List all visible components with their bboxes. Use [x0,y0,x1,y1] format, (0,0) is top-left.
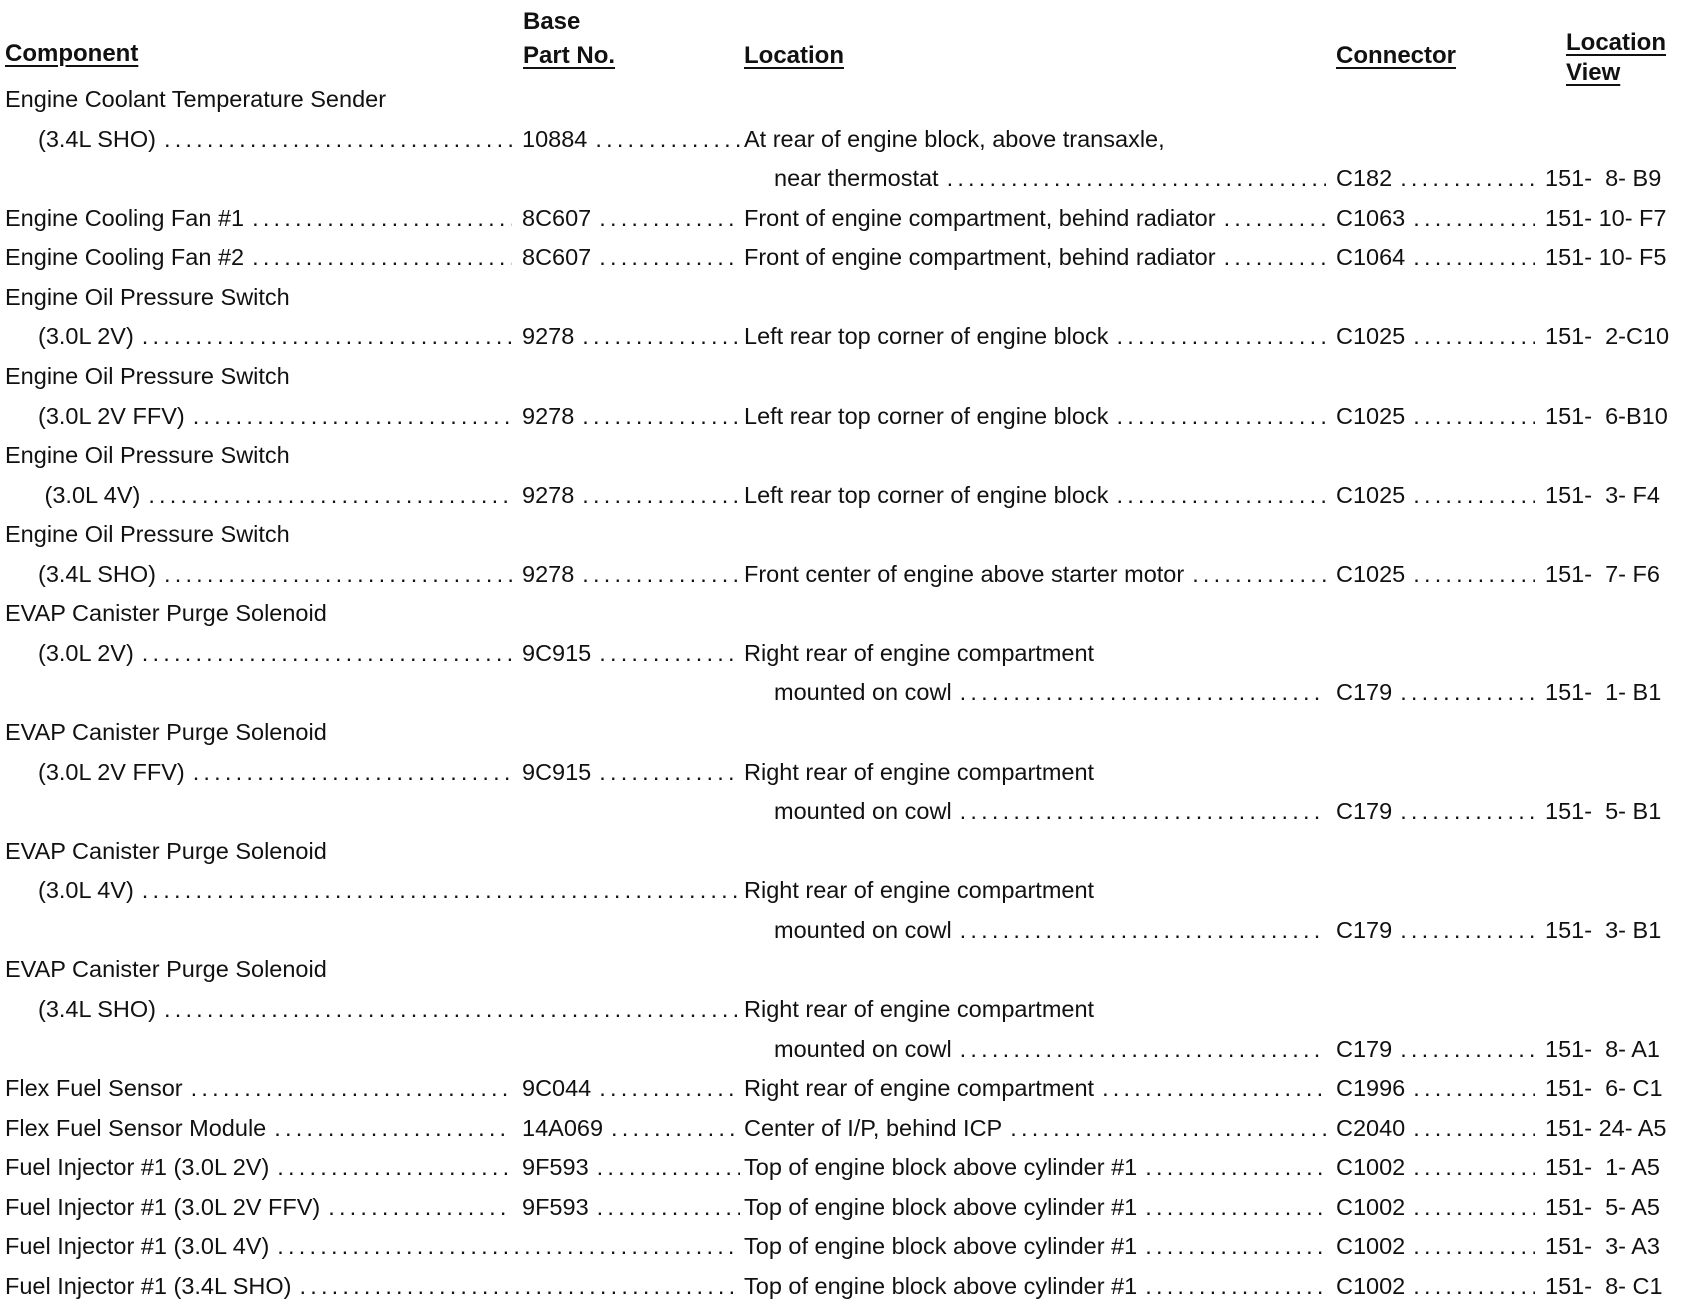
component-name: Engine Oil Pressure Switch [5,362,290,389]
connector-id: C1996 [1336,1075,1406,1102]
dot-leader [185,753,512,793]
header-component: Component [5,40,139,67]
dot-leader [952,911,1326,951]
dot-leader [1216,238,1326,278]
table-row [0,1267,1700,1307]
location-text: mounted on cowl [774,798,952,825]
part-number: 9278 [522,560,575,587]
dot-leader [1137,1188,1326,1228]
component-name-cell [5,278,290,318]
dot-leader [134,634,512,674]
connector-id: C179 [1336,916,1393,943]
location-text-cell [744,753,1094,793]
location-view: 151- 7- F6 [1545,560,1660,587]
table-row [0,673,1700,713]
dot-leader [587,120,740,160]
component-variant-cell [38,871,740,911]
table-row [0,1030,1700,1070]
dot-leader [156,555,512,595]
table-row [0,990,1700,1030]
part-number-cell [522,555,740,595]
header-location-view-line2: View [1566,59,1621,86]
table-row [0,634,1700,674]
component-variant-cell [38,397,512,437]
component-variant-cell [38,753,512,793]
location-text-cell [744,317,1326,357]
dot-leader [589,1188,740,1228]
location-text: near thermostat [774,165,939,192]
dot-leader [952,792,1326,832]
location-view-cell [1545,1188,1660,1228]
location-view: 151- 8- A1 [1545,1035,1660,1062]
location-view-cell [1545,792,1661,832]
dot-leader [574,317,740,357]
location-text: At rear of engine block, above transaxle, [744,125,1165,152]
dot-leader [269,1227,740,1267]
location-text-cell [744,476,1326,516]
dot-leader [1405,555,1535,595]
component-name: Flex Fuel Sensor [5,1075,183,1102]
location-view: 151- 8- C1 [1545,1272,1663,1299]
part-number: 8C607 [522,244,592,271]
dot-leader [244,238,512,278]
part-number-cell [522,1069,740,1109]
location-text: Front center of engine above starter motor [744,560,1185,587]
location-text: Front of engine compartment, behind radiator [744,244,1216,271]
location-view-cell [1545,555,1660,595]
location-view-cell [1545,476,1660,516]
part-number: 14A069 [522,1114,604,1141]
connector-id-cell [1336,1109,1535,1149]
table-row [0,594,1700,634]
location-text: Top of engine block above cylinder #1 [744,1154,1138,1181]
location-view-cell [1545,1030,1660,1070]
table-row [0,397,1700,437]
dot-leader [185,397,512,437]
part-number-cell [522,634,740,674]
location-text-cell [774,673,1326,713]
location-view: 151- 8- B9 [1545,165,1662,192]
connector-id: C1025 [1336,560,1406,587]
dot-leader [1405,397,1535,437]
dot-leader [1392,159,1535,199]
component-variant: (3.0L 2V FFV) [38,758,185,785]
table-row [0,1188,1700,1228]
connector-id-cell [1336,555,1535,595]
component-name: Flex Fuel Sensor Module [5,1114,267,1141]
connector-id: C179 [1336,1035,1393,1062]
part-number: 9278 [522,402,575,429]
table-row [0,1227,1700,1267]
part-number: 9278 [522,323,575,350]
table-row [0,713,1700,753]
part-number-cell [522,120,740,160]
component-variant: (3.4L SHO) [38,995,156,1022]
table-row [0,1109,1700,1149]
dot-leader [1137,1227,1326,1267]
dot-leader [1405,1267,1535,1307]
location-text-cell [744,1188,1326,1228]
location-view-cell [1545,159,1661,199]
dot-leader [591,634,740,674]
location-text: Left rear top corner of engine block [744,481,1109,508]
component-variant: (3.4L SHO) [38,560,156,587]
connector-id-cell [1336,911,1535,951]
location-view-cell [1545,1148,1660,1188]
dot-leader [1392,792,1535,832]
component-variant: (3.0L 2V) [38,323,134,350]
location-text-cell [744,199,1326,239]
table-row [0,871,1700,911]
table-row [0,317,1700,357]
location-text: Top of engine block above cylinder #1 [744,1272,1138,1299]
dot-leader [591,199,740,239]
connector-id: C179 [1336,679,1393,706]
location-view: 151- 2-C10 [1545,323,1670,350]
location-text: mounted on cowl [774,679,952,706]
component-name: Engine Oil Pressure Switch [5,521,290,548]
table-row [0,1148,1700,1188]
component-variant: (3.0L 4V) [38,481,141,508]
connector-id-cell [1336,1030,1535,1070]
component-name-cell [5,594,327,634]
location-view-cell [1545,199,1666,239]
dot-leader [1405,1188,1535,1228]
connector-id-cell [1336,476,1535,516]
component-variant: (3.4L SHO) [38,125,156,152]
component-variant: (3.0L 4V) [38,877,134,904]
table-row [0,476,1700,516]
dot-leader [266,1109,512,1149]
dot-leader [156,120,512,160]
dot-leader [1216,199,1326,239]
dot-leader [1405,1069,1535,1109]
dot-leader [591,753,740,793]
dot-leader [1094,1069,1326,1109]
component-name: EVAP Canister Purge Solenoid [5,600,327,627]
location-view: 151- 1- A5 [1545,1154,1660,1181]
location-text-cell [744,1267,1326,1307]
location-view: 151- 6-B10 [1545,402,1668,429]
component-name-cell [5,832,327,872]
part-number-cell [522,397,740,437]
dot-leader [574,397,740,437]
dot-leader [1392,1030,1535,1070]
dot-leader [1405,317,1535,357]
dot-leader [574,476,740,516]
location-text: mounted on cowl [774,1035,952,1062]
location-view-cell [1545,1109,1667,1149]
location-text: mounted on cowl [774,916,952,943]
dot-leader [1184,555,1326,595]
location-text: Front of engine compartment, behind radiator [744,204,1216,231]
location-view: 151- 6- C1 [1545,1075,1663,1102]
table-row [0,278,1700,318]
connector-id: C1063 [1336,204,1406,231]
location-text: Right rear of engine compartment [744,758,1095,785]
table-row [0,792,1700,832]
location-text-cell [744,1069,1326,1109]
location-view: 151- 5- A5 [1545,1193,1660,1220]
location-text-cell [744,1148,1326,1188]
dot-leader [591,1069,740,1109]
dot-leader [952,673,1326,713]
location-text-cell [774,1030,1326,1070]
part-number: 9F593 [522,1154,589,1181]
table-row [0,199,1700,239]
connector-id: C1025 [1336,402,1406,429]
connector-id: C179 [1336,798,1393,825]
component-name: EVAP Canister Purge Solenoid [5,837,327,864]
part-number: 9278 [522,481,575,508]
component-name-cell [5,515,290,555]
component-name: Engine Oil Pressure Switch [5,442,290,469]
dot-leader [1108,476,1326,516]
dot-leader [183,1069,512,1109]
connector-id-cell [1336,159,1535,199]
location-view-cell [1545,1227,1660,1267]
component-name-cell [5,950,327,990]
component-name-cell [5,713,327,753]
location-view: 151- 24- A5 [1545,1114,1667,1141]
dot-leader [1405,1109,1535,1149]
part-number-cell [522,238,740,278]
connector-id: C2040 [1336,1114,1406,1141]
part-number: 9C044 [522,1075,592,1102]
location-text-cell [774,159,1326,199]
part-number-cell [522,317,740,357]
component-name-cell [5,80,386,120]
component-variant: (3.0L 2V FFV) [38,402,185,429]
location-text-cell [744,1227,1326,1267]
component-name: Fuel Injector #1 (3.0L 2V FFV) [5,1193,321,1220]
location-text-cell [774,911,1326,951]
component-name-cell [5,1227,740,1267]
dot-leader [134,871,740,911]
table-row [0,120,1700,160]
location-text-cell [774,792,1326,832]
location-text: Top of engine block above cylinder #1 [744,1193,1138,1220]
dot-leader [1137,1267,1326,1307]
dot-leader [574,555,740,595]
header-location: Location [744,42,844,69]
table-row [0,357,1700,397]
location-view-cell [1545,397,1668,437]
component-name: Fuel Injector #1 (3.4L SHO) [5,1272,292,1299]
header-base: Base [523,8,581,35]
table-row [0,832,1700,872]
part-number: 8C607 [522,204,592,231]
connector-id-cell [1336,673,1535,713]
component-name: EVAP Canister Purge Solenoid [5,956,327,983]
component-name-cell [5,1148,512,1188]
component-variant: (3.0L 2V) [38,639,134,666]
location-text-cell [744,634,1094,674]
location-text: Right rear of engine compartment [744,995,1095,1022]
component-name: Fuel Injector #1 (3.0L 4V) [5,1233,270,1260]
table-row [0,950,1700,990]
connector-id: C1002 [1336,1233,1406,1260]
dot-leader [1002,1109,1326,1149]
connector-id: C182 [1336,165,1393,192]
table-row [0,753,1700,793]
part-number-cell [522,753,740,793]
location-text: Center of I/P, behind ICP [744,1114,1003,1141]
component-name-cell [5,199,512,239]
dot-leader [1405,1148,1535,1188]
component-variant-cell [38,990,740,1030]
location-text-cell [744,990,1094,1030]
table-row [0,80,1700,120]
component-name-cell [5,1069,512,1109]
component-name: Engine Oil Pressure Switch [5,283,290,310]
connector-id-cell [1336,792,1535,832]
component-name-cell [5,1188,512,1228]
table-row [0,159,1700,199]
location-text-cell [744,1109,1326,1149]
dot-leader [952,1030,1326,1070]
dot-leader [140,476,512,516]
location-view: 151- 3- B1 [1545,916,1662,943]
location-text-cell [744,120,1165,160]
part-number-cell [522,199,740,239]
dot-leader [156,990,740,1030]
location-view-cell [1545,1069,1663,1109]
location-text: Right rear of engine compartment [744,1075,1095,1102]
connector-id: C1064 [1336,244,1406,271]
location-view-cell [1545,911,1661,951]
dot-leader [1405,238,1535,278]
component-name-cell [5,357,290,397]
part-number-cell [522,476,740,516]
table-row [0,515,1700,555]
component-name: Engine Cooling Fan #1 [5,204,245,231]
location-view-cell [1545,673,1661,713]
component-name-cell [5,1109,512,1149]
table-row [0,436,1700,476]
component-variant-cell [38,476,512,516]
dot-leader [244,199,512,239]
location-text-cell [744,238,1326,278]
dot-leader [1405,1227,1535,1267]
connector-id: C1002 [1336,1154,1406,1181]
dot-leader [591,238,740,278]
location-text-cell [744,555,1326,595]
table-row [0,238,1700,278]
table-row [0,1069,1700,1109]
connector-id-cell [1336,1188,1535,1228]
component-variant-cell [38,634,512,674]
dot-leader [320,1188,512,1228]
part-number: 9C915 [522,639,592,666]
component-name-cell [5,436,290,476]
connector-id: C1025 [1336,323,1406,350]
location-view-cell [1545,1267,1663,1307]
location-text: Top of engine block above cylinder #1 [744,1233,1138,1260]
connector-id-cell [1336,238,1535,278]
dot-leader [1108,317,1326,357]
dot-leader [1137,1148,1326,1188]
location-view-cell [1545,317,1669,357]
dot-leader [134,317,512,357]
connector-id-cell [1336,1069,1535,1109]
connector-id: C1025 [1336,481,1406,508]
connector-id: C1002 [1336,1272,1406,1299]
connector-id-cell [1336,1267,1535,1307]
location-view: 151- 1- B1 [1545,679,1662,706]
location-view: 151- 3- F4 [1545,481,1660,508]
connector-id-cell [1336,317,1535,357]
component-name: Engine Coolant Temperature Sender [5,86,387,112]
component-name: Engine Cooling Fan #2 [5,244,245,271]
header-location-view-line1: Location [1566,29,1666,56]
part-number-cell [522,1148,740,1188]
part-number-cell [522,1109,740,1149]
location-view: 151- 5- B1 [1545,798,1662,825]
connector-id-cell [1336,1148,1535,1188]
component-name: EVAP Canister Purge Solenoid [5,719,327,745]
header-part-no: Part No. [523,42,616,69]
dot-leader [603,1109,740,1149]
connector-id-cell [1336,1227,1535,1267]
location-text: Right rear of engine compartment [744,877,1095,904]
dot-leader [1405,199,1535,239]
part-number: 9F593 [522,1193,589,1220]
connector-id-cell [1336,397,1535,437]
location-view-cell [1545,238,1666,278]
location-view: 151- 10- F7 [1545,204,1667,231]
part-number-cell [522,1188,740,1228]
component-variant-cell [38,120,512,160]
component-name-cell [5,1267,740,1307]
component-name: Fuel Injector #1 (3.0L 2V) [5,1154,270,1181]
location-text: Left rear top corner of engine block [744,402,1109,429]
dot-leader [939,159,1326,199]
dot-leader [1108,397,1326,437]
dot-leader [589,1148,740,1188]
location-text-cell [744,871,1094,911]
dot-leader [1392,673,1535,713]
part-number: 9C915 [522,758,592,785]
dot-leader [1405,476,1535,516]
connector-id-cell [1336,199,1535,239]
component-name-cell [5,238,512,278]
component-variant-cell [38,317,512,357]
table-row [0,555,1700,595]
part-number: 10884 [522,125,588,152]
dot-leader [291,1267,740,1307]
location-text-cell [744,397,1326,437]
location-view: 151- 10- F5 [1545,244,1667,271]
header-connector: Connector [1336,42,1456,69]
dot-leader [269,1148,512,1188]
location-view: 151- 3- A3 [1545,1233,1660,1260]
location-text: Right rear of engine compartment [744,639,1095,666]
component-table [0,80,1700,1306]
dot-leader [1392,911,1535,951]
component-variant-cell [38,555,512,595]
location-text: Left rear top corner of engine block [744,323,1109,350]
connector-id: C1002 [1336,1193,1406,1220]
table-row [0,911,1700,951]
